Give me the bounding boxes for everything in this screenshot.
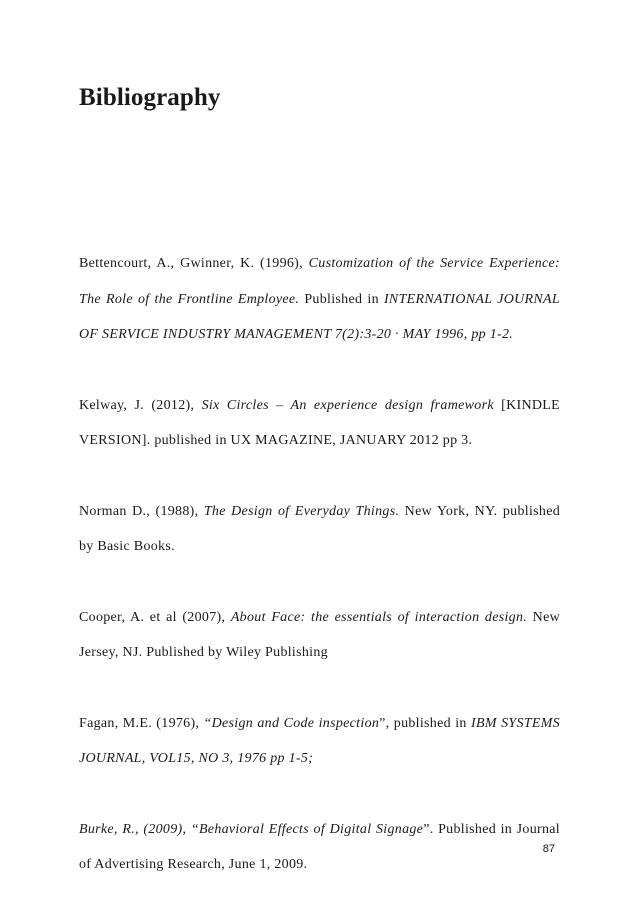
entry-authors: Norman D., (1988), <box>79 503 204 519</box>
entry-authors: Bettencourt, A., Gwinner, K. (1996), <box>79 256 309 271</box>
page-number: 87 <box>542 843 555 855</box>
entry-source: IBM SYSTEMS JOURNAL, VOL15, NO 3, 1976 pp 1-5; <box>79 715 560 766</box>
entry-source: New York, NY. published by Basic Books. <box>79 503 561 554</box>
bibliography-entry <box>79 246 560 353</box>
page-title: Bibliography <box>79 84 221 111</box>
entry-authors: Kelway, J. (2012), <box>79 397 202 413</box>
bibliography-entry <box>79 600 560 671</box>
entry-title: Customization of the Service Experience: The Role of the Frontline Employee. <box>79 256 560 307</box>
bibliography-list <box>79 246 560 918</box>
entry-title: About Face: the essentials of interaction design. <box>230 609 528 625</box>
entry-authors-title: Burke, R., (2009), “Behavioral Effects of Digital Signage <box>79 821 424 837</box>
entry-title: The Design of Everyday Things. <box>203 503 400 519</box>
entry-title: Six Circles – An experience design framework <box>201 397 494 413</box>
entry-authors: Fagan, M.E. (1976), <box>79 715 204 731</box>
entry-published-in: ”, published in <box>379 715 472 731</box>
bibliography-entry <box>79 812 560 883</box>
entry-source: [KINDLE VERSION]. published in UX MAGAZINE, JANUARY 2012 pp 3. <box>79 397 560 448</box>
bibliography-entry <box>79 706 560 777</box>
entry-source: New Jersey, NJ. Published by Wiley Publishing <box>79 609 560 660</box>
entry-authors: Cooper, A. et al (2007), <box>79 609 231 625</box>
bibliography-entry <box>79 494 560 565</box>
entry-title: “Design and Code inspection <box>203 715 380 731</box>
entry-source: INTERNATIONAL JOURNAL OF SERVICE INDUSTRY MANAGEMENT 7(2):3-20 · MAY 1996, pp 1-2. <box>79 291 560 342</box>
entry-source: ”. Published in Journal of Advertising Research, June 1, 2009. <box>79 821 560 872</box>
entry-published-in: Published in <box>299 291 384 307</box>
bibliography-entry <box>79 388 560 459</box>
